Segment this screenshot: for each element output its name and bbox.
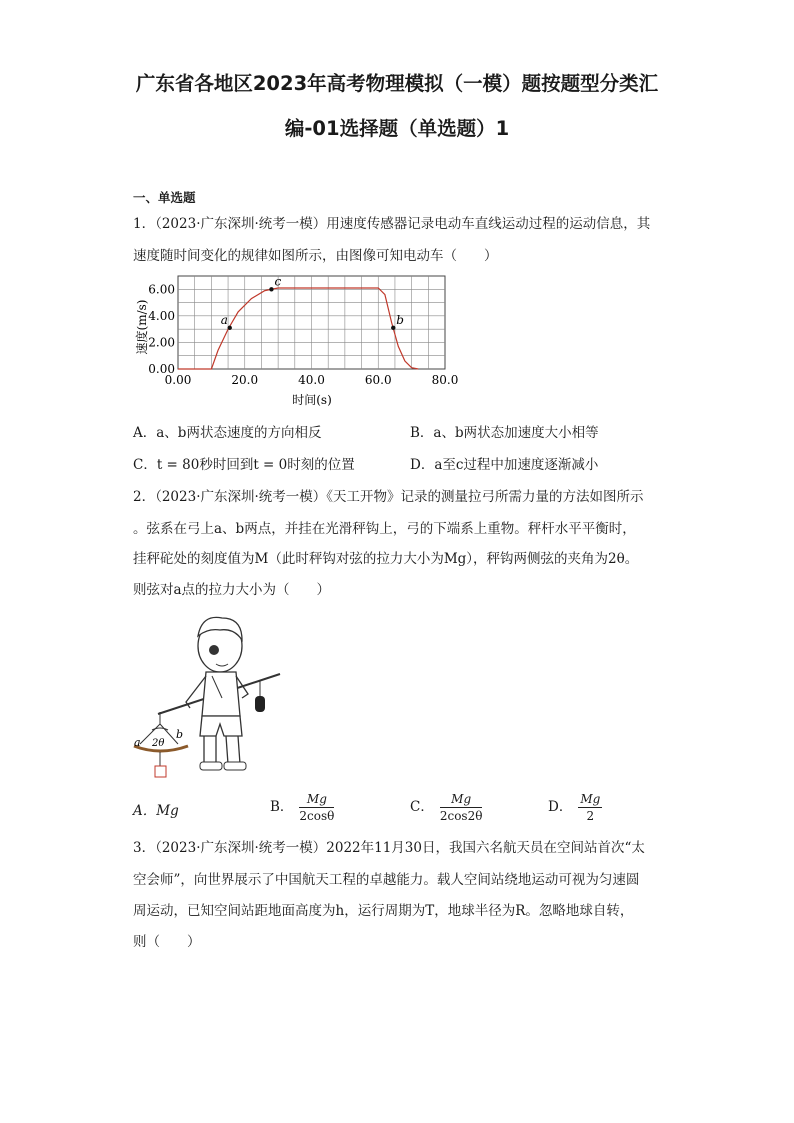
- y-tick-label: 6.00: [148, 282, 175, 297]
- q2-option-c[interactable]: C． $\frac{Mg}{2\cos 2\theta}$: [410, 792, 483, 823]
- point-label-b: b: [396, 312, 404, 327]
- y-tick-label: 2.00: [148, 335, 175, 350]
- q2-stem-line2: 。弦系在弓上a、b两点，并挂在光滑秤钩上，弓的下端系上重物。秤杆水平平衡时，: [133, 521, 636, 537]
- x-tick-label: 80.0: [431, 373, 459, 387]
- point-b: [391, 326, 395, 330]
- q1-option-c[interactable]: C．t = 80秒时回到t = 0时刻的位置: [133, 457, 355, 473]
- q1-option-a[interactable]: A．a、b两状态速度的方向相反: [133, 425, 322, 441]
- point-a: [228, 326, 232, 330]
- q1-stem-line2: 速度随时间变化的规律如图所示，由图像可知电动车（ ）: [133, 248, 498, 264]
- q1-stem-line1: 1．（2023·广东深圳·统考一模）用速度传感器记录电动车直线运动过程的运动信息，其: [133, 216, 651, 232]
- velocity-time-chart: [130, 270, 460, 415]
- q2-option-b[interactable]: B． $\frac{Mg}{2\cos\theta}$: [270, 792, 335, 823]
- y-axis-label: 速度(m/s): [135, 299, 149, 355]
- q3-stem-line4: 则（ ）: [133, 934, 201, 950]
- y-tick-label: 4.00: [148, 308, 175, 323]
- q3-stem-line1: 3．（2023·广东深圳·统考一模）2022年11月30日，我国六名航天员在空间站首次“太: [133, 840, 645, 856]
- q2-stem-line3: 挂秤砣处的刻度值为M（此时秤钩对弦的拉力大小为Mg），秤钩两侧弦的夹角为2θ。: [133, 551, 639, 567]
- q1-option-d[interactable]: D．a至c过程中加速度逐渐减小: [410, 457, 599, 473]
- x-tick-label: 40.0: [298, 373, 325, 387]
- q3-stem-line2: 空会师”，向世界展示了中国航天工程的卓越能力。载人空间站绕地运动可视为匀速圆: [133, 872, 640, 888]
- document-title-line1: 广东省各地区2023年高考物理模拟（一模）题按题型分类汇: [135, 72, 659, 95]
- q2-option-a[interactable]: A．Mg: [133, 803, 179, 819]
- q1-option-b[interactable]: B．a、b两状态加速度大小相等: [410, 425, 599, 441]
- bow-weighing-illustration: [130, 606, 290, 786]
- q3-stem-line3: 周运动，已知空间站距地面高度为h，运行周期为T，地球半径为R。忽略地球自转，: [133, 903, 634, 919]
- x-axis-label: 时间(s): [292, 393, 332, 407]
- y-tick-label: 0.00: [148, 362, 175, 376]
- point-c: [269, 287, 273, 291]
- x-tick-label: 20.0: [231, 373, 259, 387]
- document-title-line2: 编-01选择题（单选题）1: [284, 117, 510, 140]
- point-label-c: c: [274, 274, 282, 289]
- q2-stem-line4: 则弦对a点的拉力大小为（ ）: [133, 582, 331, 598]
- point-label-a: a: [220, 312, 228, 327]
- section-heading: 一、单选题: [133, 190, 196, 205]
- label-a: a: [134, 736, 141, 749]
- x-tick-label: 0.00: [164, 373, 192, 387]
- label-angle: 2θ: [152, 738, 165, 749]
- q2-option-d[interactable]: D． $\frac{Mg}{2}$: [548, 792, 601, 823]
- x-tick-label: 60.0: [364, 373, 392, 387]
- q2-stem-line1: 2．（2023·广东深圳·统考一模）《天工开物》记录的测量拉弓所需力量的方法如图所示: [133, 489, 644, 505]
- label-b: b: [176, 728, 184, 741]
- velocity-curve: [178, 288, 418, 369]
